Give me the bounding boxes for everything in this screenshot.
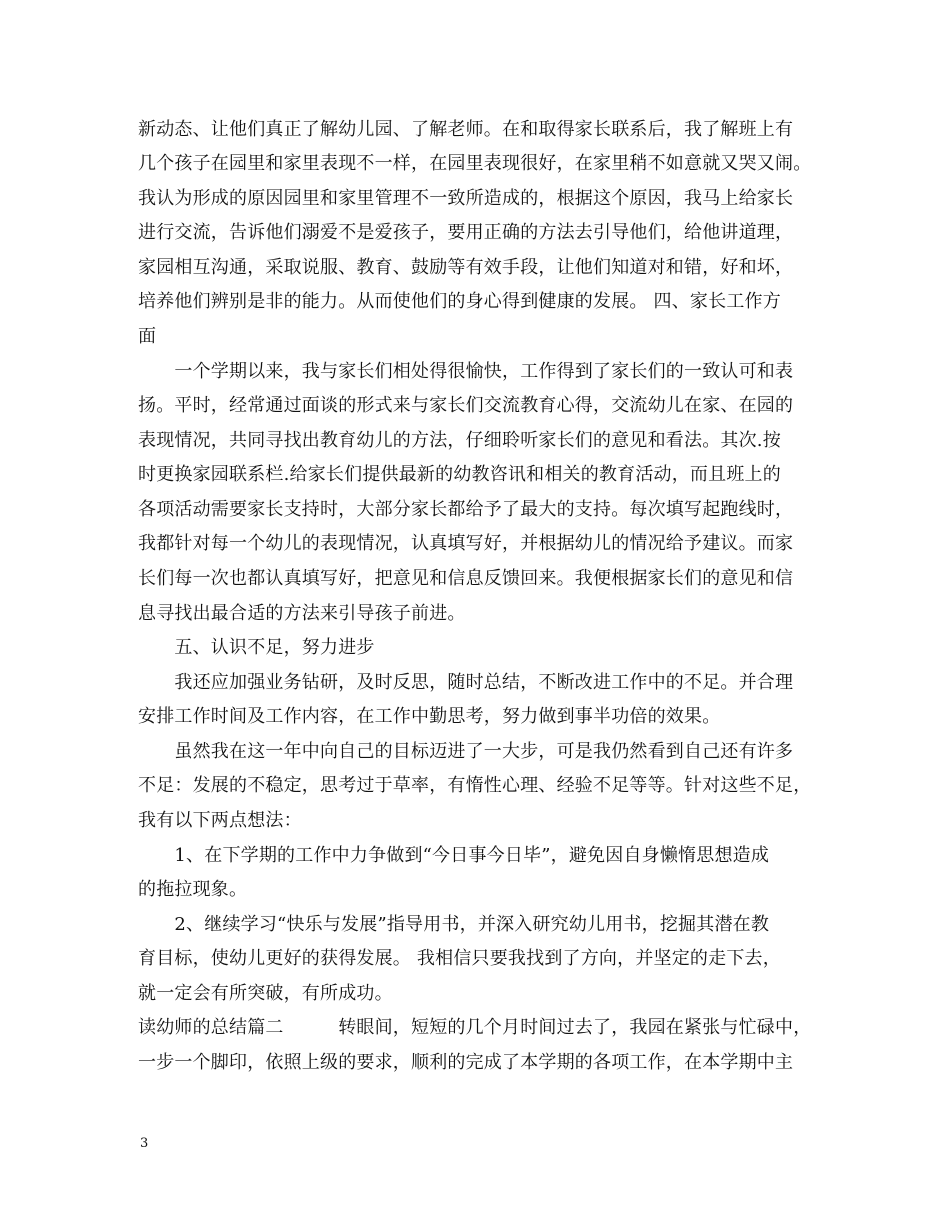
- body-text-line: 不足：发展的不稳定，思考过于草率，有惰性心理、经验不足等等。针对这些不足，: [138, 775, 812, 796]
- body-text-line: 面: [138, 326, 157, 347]
- body-text-line: 几个孩子在园里和家里表现不一样，在园里表现很好，在家里稍不如意就又哭又闹。: [138, 153, 812, 174]
- body-text-line: 我还应加强业务钻研，及时反思，随时总结，不断改进工作中的不足。并合理: [138, 672, 794, 693]
- body-text-line: 扬。平时，经常通过面谈的形式来与家长们交流教育心得，交流幼儿在家、在园的: [138, 395, 794, 416]
- body-text-line: 一个学期以来，我与家长们相处得很愉快，工作得到了家长们的一致认可和表: [138, 361, 794, 382]
- body-text-line: 进行交流，告诉他们溺爱不是爱孩子，要用正确的方法去引导他们，给他讲道理，: [138, 222, 794, 243]
- body-text-line: 一步一个脚印，依照上级的要求，顺利的完成了本学期的各项工作，在本学期中主: [138, 1052, 794, 1073]
- body-text-line: 新动态、让他们真正了解幼儿园、了解老师。在和取得家长联系后，我了解班上有: [138, 119, 794, 140]
- body-text-line: 息寻找出最合适的方法来引导孩子前进。: [138, 603, 466, 624]
- list-item-line: 1、在下学期的工作中力争做到“今日事今日毕”，避免因自身懒惰思想造成: [138, 845, 770, 866]
- body-text-line: 我有以下两点想法：: [138, 810, 302, 831]
- body-text-line: 读幼师的总结篇二 转眼间，短短的几个月时间过去了，我园在紧张与忙碌中，: [138, 1017, 812, 1038]
- body-text-line: 培养他们辨别是非的能力。从而使他们的身心得到健康的发展。 四、家长工作方: [138, 291, 781, 312]
- body-text-line: 各项活动需要家长支持时，大部分家长都给予了最大的支持。每次填写起跑线时，: [138, 499, 794, 520]
- list-item-line: 育目标，使幼儿更好的获得发展。 我相信只要我找到了方向，并坚定的走下去，: [138, 948, 781, 969]
- list-item-line: 的拖拉现象。: [138, 879, 248, 900]
- body-text-line: 我认为形成的原因园里和家里管理不一致所造成的，根据这个原因，我马上给家长: [138, 188, 794, 209]
- body-text-line: 安排工作时间及工作内容，在工作中勤思考，努力做到事半功倍的效果。: [138, 706, 721, 727]
- body-text-line: 家园相互沟通，采取说服、教育、鼓励等有效手段，让他们知道对和错，好和坏，: [138, 257, 794, 278]
- body-text-line: 表现情况，共同寻找出教育幼儿的方法，仔细聆听家长们的意见和看法。其次.按: [138, 430, 781, 451]
- body-text-line: 长们每一次也都认真填写好，把意见和信息反馈回来。我便根据家长们的意见和信: [138, 568, 794, 589]
- body-text-line: 就一定会有所突破，有所成功。: [138, 983, 393, 1004]
- body-text-line: 虽然我在这一年中向自己的目标迈进了一大步，可是我仍然看到自己还有许多: [138, 741, 794, 762]
- page-number: 3: [140, 1136, 149, 1151]
- body-text-line: 时更换家园联系栏.给家长们提供最新的幼教咨讯和相关的教育活动，而且班上的: [138, 464, 781, 485]
- list-item-line: 2、继续学习“快乐与发展”指导用书，并深入研究幼儿用书，挖掘其潜在教: [138, 914, 770, 935]
- body-text-line: 我都针对每一个幼儿的表现情况，认真填写好，并根据幼儿的情况给予建议。而家: [138, 533, 794, 554]
- section-heading-line: 五、认识不足，努力进步: [138, 637, 375, 658]
